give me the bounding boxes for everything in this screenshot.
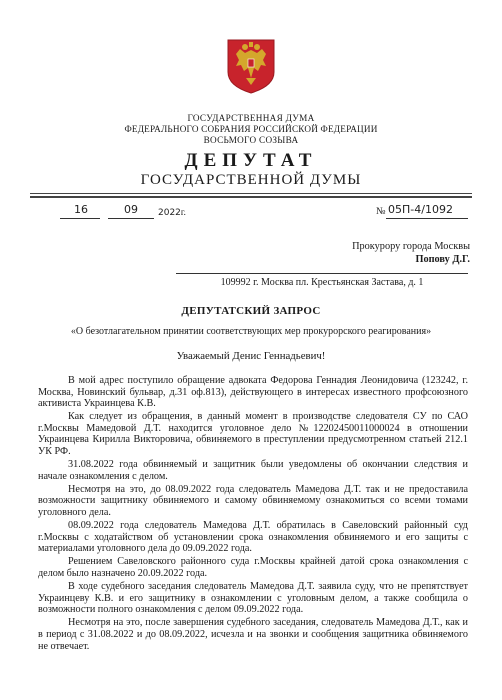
- date-day-underline: [60, 218, 100, 219]
- letterhead-title-deputy: ДЕПУТАТ: [184, 150, 318, 171]
- date-month: 09: [124, 203, 138, 216]
- letterhead-title-duma: ГОСУДАРСТВЕННОЙ ДУМЫ: [140, 172, 362, 188]
- date-year-value: 2022: [158, 208, 181, 218]
- body-paragraph: Как следует из обращения, в данный момент в производстве следователя СУ по САО г.Москвы Мамедовой Д.Т. находится уголовное дело №12202450011000024 в отношении Украинцева Кирилла Викторовича, обвиняемого в преступлении предусмотренном статьей 212.1 УК РФ.: [38, 411, 468, 458]
- body-paragraph: Несмотря на это, после завершения судебного заседания, следователь Мамедова Д.Т., как и в период с 31.08.2022 и до 08.09.2022, исчезла и на звонки и сообщения защитника обвиняемого не отвечает.: [38, 617, 468, 652]
- greeting: Уважаемый Денис Геннадьевич!: [176, 350, 326, 362]
- body-paragraph: 31.08.2022 года обвиняемый и защитник были уведомлены об окончании следствия и начале ознакомления с делом.: [38, 459, 468, 482]
- org-name-line-2: ФЕДЕРАЛЬНОГО СОБРАНИЯ РОССИЙСКОЙ ФЕДЕРАЦИИ: [124, 124, 378, 134]
- letter-body: [38, 375, 468, 654]
- date-year: [158, 207, 186, 218]
- date-month-underline: [108, 218, 154, 219]
- address-divider: [176, 273, 468, 274]
- org-name-line-1: ГОСУДАРСТВЕННАЯ ДУМА: [187, 113, 315, 123]
- document-number-field: [376, 205, 476, 221]
- body-paragraph: В мой адрес поступило обращение адвоката Федорова Геннадия Леонидовича (123242, г. Москва, Новинский бульвар, д.31 оф.813), действующего в интересах известного профсоюзного активиста Украинцева К.В.: [38, 375, 468, 410]
- date-day: 16: [74, 203, 88, 216]
- document-subject: «О безотлагательном принятии соответствующих мер прокурорского реагирования»: [70, 326, 432, 337]
- date-year-suffix: г.: [180, 207, 186, 217]
- recipient-line-1: Прокурору города Москвы: [352, 241, 470, 252]
- number-underline: [386, 218, 468, 219]
- document-title: ДЕПУТАТСКИЙ ЗАПРОС: [181, 305, 321, 317]
- number-prefix: №: [376, 206, 386, 217]
- letterhead-divider-thin: [30, 193, 472, 194]
- org-name-line-3: ВОСЬМОГО СОЗЫВА: [203, 135, 299, 145]
- body-paragraph: Несмотря на это, до 08.09.2022 года следователь Мамедова Д.Т. так и не предоставила возможности защитнику обвиняемого и самому обвиняемому ознакомиться со всеми томами уголовного дела.: [38, 483, 468, 519]
- letterhead-divider-thick: [30, 196, 472, 198]
- recipient-address: 109992 г. Москва пл. Крестьянская Застава, д. 1: [220, 277, 424, 288]
- body-paragraph: 08.09.2022 года следователь Мамедова Д.Т. обратилась в Савеловский районный суд г.Москвы с ходатайством об установлении срока ознакомления обвиняемого и его защиты с материалами уголовного дела до 09.09.2022 года.: [38, 520, 468, 555]
- recipient-line-2: Попову Д.Г.: [415, 253, 470, 265]
- body-paragraph: Решением Савеловского районного суда г.Москвы крайней датой срока ознакомления с делом было назначено 20.09.2022 года.: [38, 556, 468, 579]
- body-paragraph: В ходе судебного заседания следователь Мамедова Д.Т. заявила суду, что не препятствует Украинцеву К.В. и его защитнику в ознакомлении с уголовным делом, а также сообщила о возможности полного ознакомления с делом 09.09.2022 года.: [38, 581, 468, 616]
- date-field: [32, 205, 232, 221]
- document-number: 05П-4/1092: [388, 203, 453, 216]
- recipient-block: [352, 241, 470, 266]
- russian-coat-of-arms-icon: [226, 38, 276, 94]
